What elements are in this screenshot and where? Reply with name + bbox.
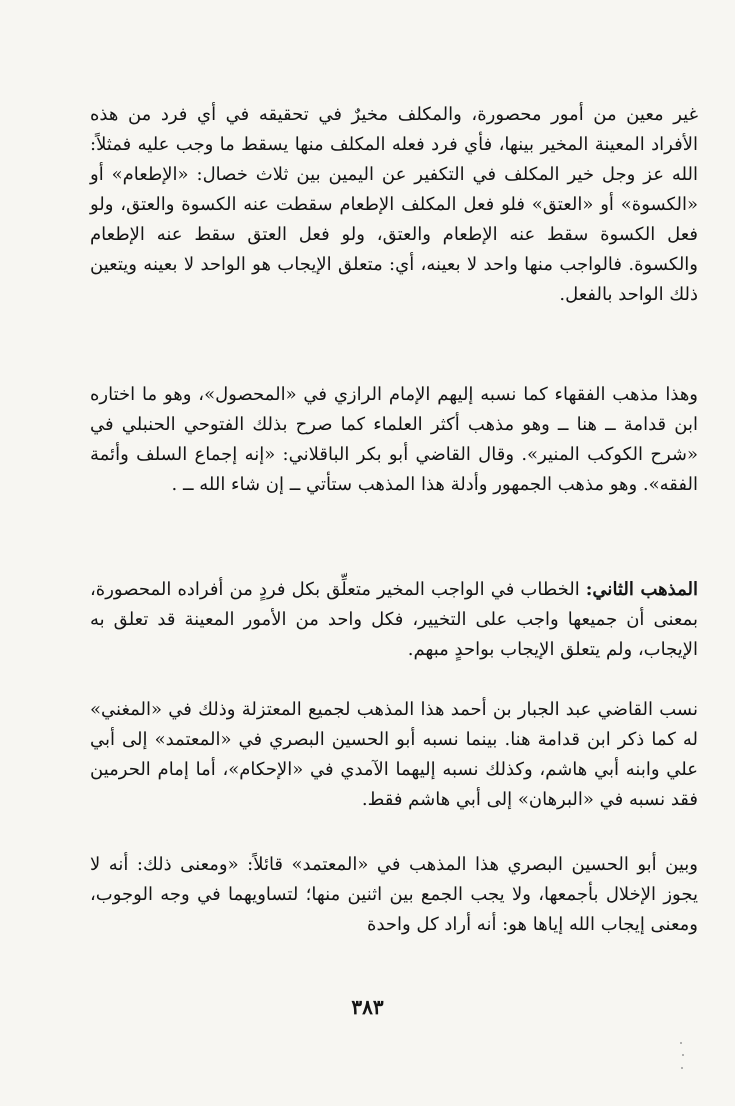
second-school-heading: المذهب الثاني: <box>585 579 698 600</box>
paragraph-intro: غير معين من أمور محصورة، والمكلف مخيرٌ في تحقيقه في أي فرد من هذه الأفراد المعينة المخير بينها، فأي فرد فعله المكلف منها يسقط ما وجب عليه فمثلاً: الله عز وجل خير المكلف في التكفير عن اليمين بين ثلاث خصال: «الإطعام» أو «الكسوة» أو «العتق» فلو فعل المكلف الإطعام سقطت عنه الكسوة والعتق، ولو فعل الكسوة سقط عنه الإطعام والعتق، ولو فعل العتق سقط عنه الإطعام والكسوة. فالواجب منها واحد لا بعينه، أي: متعلق الإيجاب هو الواحد لا بعينه ويتعين ذلك الواحد بالفعل. <box>90 104 698 305</box>
paragraph-explanation: وبين أبو الحسين البصري هذا المذهب في «المعتمد» قائلاً: «ومعنى ذلك: أنه لا يجوز الإخلال بأجمعها، ولا يجب الجمع بين اثنين منها؛ لتساويهما في وجه الوجوب، ومعنى إيجاب الله إياها هو: أنه أراد كل واحدة <box>90 854 698 935</box>
page-number: ٣٨٣ <box>351 995 384 1019</box>
second-school-text: الخطاب في الواجب المخير متعلِّق بكل فردٍ من أفراده المحصورة، بمعنى أن جميعها واجب على التخيير، فكل واحد من الأمور المعينة قد تعلق به الإيجاب، ولم يتعلق الإيجاب بواحدٍ مبهم. <box>90 579 698 660</box>
paragraph-second-school <box>90 575 698 665</box>
margin-speck-marks <box>676 1040 690 1080</box>
paragraph-first-school: وهذا مذهب الفقهاء كما نسبه إليهم الإمام الرازي في «المحصول»، وهو ما اختاره ابن قدامة ــ هنا ــ وهو مذهب أكثر العلماء كما صرح بذلك الفتوحي الحنبلي في «شرح الكوكب المنير». وقال القاضي أبو بكر الباقلاني: «إنه إجماع السلف وأئمة الفقه». وهو مذهب الجمهور وأدلة هذا المذهب ستأتي ــ إن شاء الله ــ . <box>90 384 698 495</box>
paragraph-attribution: نسب القاضي عبد الجبار بن أحمد هذا المذهب لجميع المعتزلة وذلك في «المغني» له كما ذكر ابن قدامة هنا. بينما نسبه أبو الحسين البصري في «المعتمد» إلى أبي علي وابنه أبي هاشم، وكذلك نسبه إليهما الآمدي في «الإحكام»، أما إمام الحرمين فقد نسبه في «البرهان» إلى أبي هاشم فقط. <box>90 699 698 810</box>
